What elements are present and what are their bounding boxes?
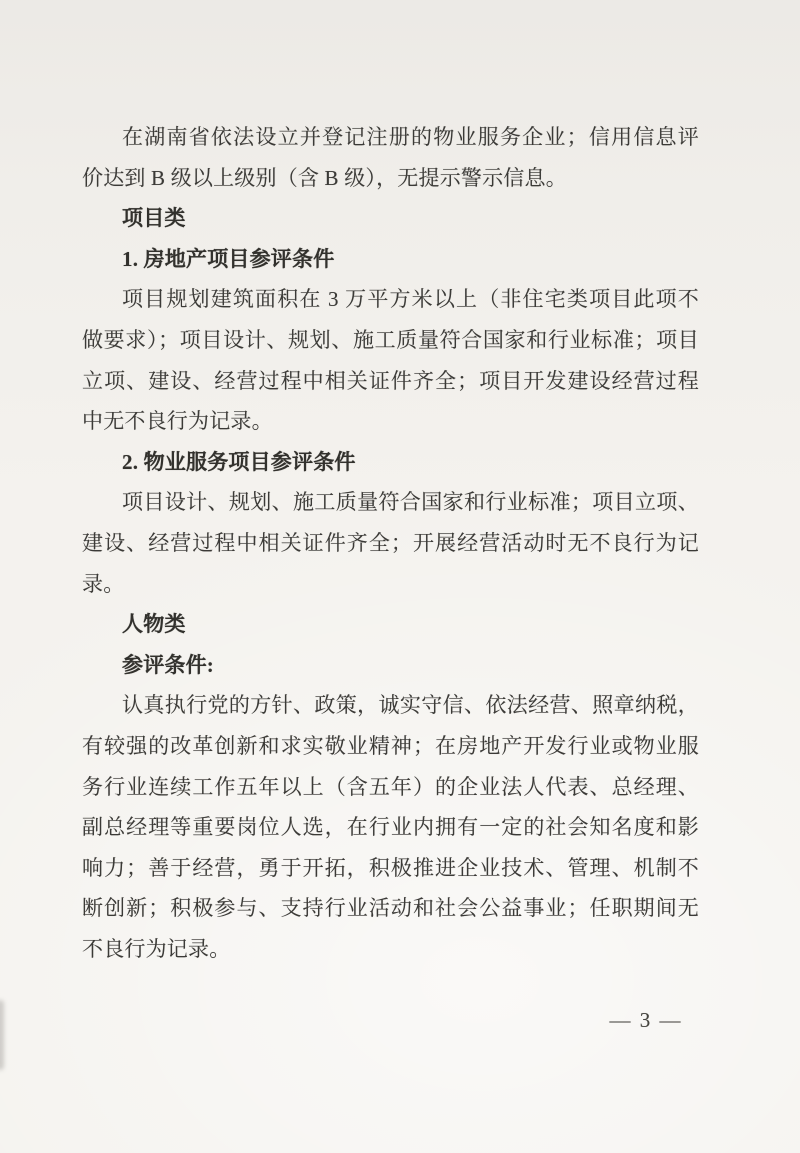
text-line: 价达到 B 级以上级别（含 B 级），无提示警示信息。 [82, 165, 567, 190]
text-line: 项目类 [122, 206, 186, 231]
scan-edge-artifact [0, 1000, 4, 1070]
text-line: 副总经理等重要岗位人选，在行业内拥有一定的社会知名度和影 [82, 815, 699, 840]
property-service-project-criteria-paragraph [82, 482, 699, 604]
intro-paragraph [82, 117, 699, 198]
text-line: 断创新；积极参与、支持行业活动和社会公益事业；任职期间无 [82, 896, 699, 921]
text-line: 录。 [82, 571, 125, 596]
text-line: 人物类 [122, 612, 186, 637]
realestate-project-criteria-paragraph [82, 279, 699, 441]
text-line: 有较强的改革创新和求实敬业精神；在房地产开发行业或物业服 [82, 733, 699, 758]
heading-person-category [82, 604, 699, 645]
text-line: 中无不良行为记录。 [82, 409, 273, 434]
text-line: 在湖南省依法设立并登记注册的物业服务企业；信用信息评 [122, 125, 699, 149]
heading-person-criteria [82, 645, 699, 686]
heading-project-category [82, 198, 699, 239]
heading-realestate-project-criteria [82, 239, 699, 280]
text-line: 1. 房地产项目参评条件 [122, 246, 335, 271]
text-line: 参评条件: [122, 652, 214, 677]
text-line: 建设、经营过程中相关证件齐全；开展经营活动时无不良行为记 [82, 530, 699, 555]
text-line: 2. 物业服务项目参评条件 [122, 449, 356, 474]
text-line: 立项、建设、经营过程中相关证件齐全；项目开发建设经营过程 [82, 368, 699, 393]
person-criteria-paragraph [82, 685, 699, 969]
heading-property-service-project-criteria [82, 442, 699, 483]
text-line: 响力；善于经营，勇于开拓，积极推进企业技术、管理、机制不 [82, 855, 699, 880]
document-body [82, 0, 699, 969]
text-line: 务行业连续工作五年以上（含五年）的企业法人代表、总经理、 [82, 774, 699, 799]
text-line: 认真执行党的方针、政策，诚实守信、依法经营、照章纳税， [122, 693, 699, 718]
text-line: 项目规划建筑面积在 3 万平方米以上（非住宅类项目此项不 [122, 287, 699, 312]
text-line: 项目设计、规划、施工质量符合国家和行业标准；项目立项、 [122, 490, 699, 515]
text-line: 做要求）；项目设计、规划、施工质量符合国家和行业标准；项目 [82, 327, 699, 352]
page-number: — 3 — [609, 1008, 683, 1032]
text-line: 不良行为记录。 [82, 936, 231, 961]
